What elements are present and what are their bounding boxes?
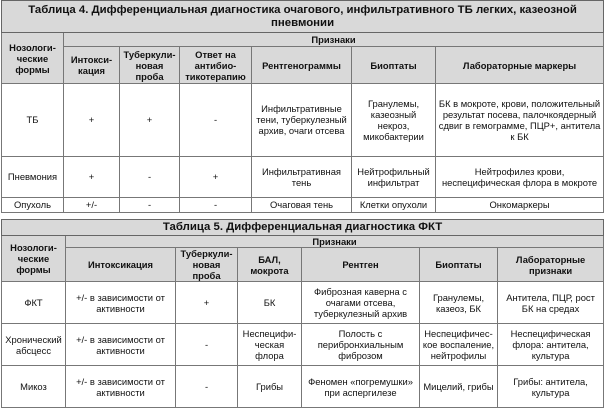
cell-xray: Феномен «погремушки» при аспергилезе [302,366,420,408]
cell-intoxication: + [64,157,120,198]
cell-intoxication: +/- [64,197,120,212]
header-intoxication: Интокси-кация [64,47,120,84]
cell-xray: Инфильтративные тени, туберкулезный архив, очаги отсева [252,83,352,156]
table-row [2,282,604,324]
header-lab-signs: Лабораторные признаки [498,248,604,282]
cell-tuberculin: - [176,324,238,366]
header-signs: Признаки [66,236,604,248]
cell-tuberculin: + [176,282,238,324]
table-4-caption: Таблица 4. Дифференциальная диагностика очагового, инфильтративного ТБ легких, казеозной пневмонии [2,1,604,33]
table-row [2,157,604,198]
header-bal-sputum: БАЛ, мокрота [238,248,302,282]
header-biopsy: Биоптаты [352,47,436,84]
header-antibiotic-response: Ответ на антибио-тикотерапию [180,47,252,84]
cell-intoxication: + [64,83,120,156]
cell-biopsy: Гранулемы, казеоз, БК [420,282,498,324]
cell-antibiotic-response: + [180,157,252,198]
table-5 [1,219,604,408]
cell-lab-markers: Онкомаркеры [436,197,604,212]
table-row [2,366,604,408]
header-xray: Рентген [302,248,420,282]
header-biopsy: Биоптаты [420,248,498,282]
cell-biopsy: Гранулемы, казеозный некроз, микобактерии [352,83,436,156]
header-lab-markers: Лабораторные маркеры [436,47,604,84]
cell-form: Опухоль [2,197,64,212]
cell-antibiotic-response: - [180,83,252,156]
cell-form: Пневмония [2,157,64,198]
header-nosology: Нозологи-ческие формы [2,33,64,84]
cell-form: ТБ [2,83,64,156]
cell-form: Микоз [2,366,66,408]
cell-intoxication: +/- в зависимости от активности [66,366,176,408]
cell-xray: Полость с перибронхиальным фиброзом [302,324,420,366]
cell-tuberculin: - [176,366,238,408]
header-nosology: Нозологи-ческие формы [2,236,66,282]
cell-antibiotic-response: - [180,197,252,212]
cell-intoxication: +/- в зависимости от активности [66,324,176,366]
cell-tuberculin: - [120,157,180,198]
table-4 [1,0,604,213]
cell-form: ФКТ [2,282,66,324]
cell-biopsy: Мицелий, грибы [420,366,498,408]
cell-intoxication: +/- в зависимости от активности [66,282,176,324]
cell-lab-markers: Нейтрофилез крови, неспецифическая флора в мокроте [436,157,604,198]
cell-lab-markers: БК в мокроте, крови, положительный результат посева, палочкоядерный сдвиг в гемограмме, ПЦР+, антитела к БК [436,83,604,156]
cell-lab-signs: Антитела, ПЦР, рост БК на средах [498,282,604,324]
cell-xray: Очаговая тень [252,197,352,212]
cell-lab-signs: Грибы: антитела, культура [498,366,604,408]
cell-tuberculin: + [120,83,180,156]
cell-biopsy: Неспецифичес-кое воспаление, нейтрофилы [420,324,498,366]
table-row [2,197,604,212]
cell-lab-signs: Неспецифическая флора: антитела, культура [498,324,604,366]
cell-tuberculin: - [120,197,180,212]
table-row [2,83,604,156]
cell-biopsy: Нейтрофильный инфильтрат [352,157,436,198]
header-tuberculin: Туберкули-новая проба [120,47,180,84]
cell-xray: Инфильтративная тень [252,157,352,198]
header-signs: Признаки [64,33,604,47]
header-tuberculin: Туберкули-новая проба [176,248,238,282]
table-row [2,324,604,366]
header-intoxication: Интоксикация [66,248,176,282]
table-5-caption: Таблица 5. Дифференциальная диагностика ФКТ [2,220,604,236]
cell-form: Хронический абсцесс [2,324,66,366]
cell-bal-sputum: Неспецифи-ческая флора [238,324,302,366]
cell-biopsy: Клетки опухоли [352,197,436,212]
cell-bal-sputum: БК [238,282,302,324]
cell-xray: Фиброзная каверна с очагами отсева, туберкулезный архив [302,282,420,324]
header-xray: Рентгенограммы [252,47,352,84]
cell-bal-sputum: Грибы [238,366,302,408]
